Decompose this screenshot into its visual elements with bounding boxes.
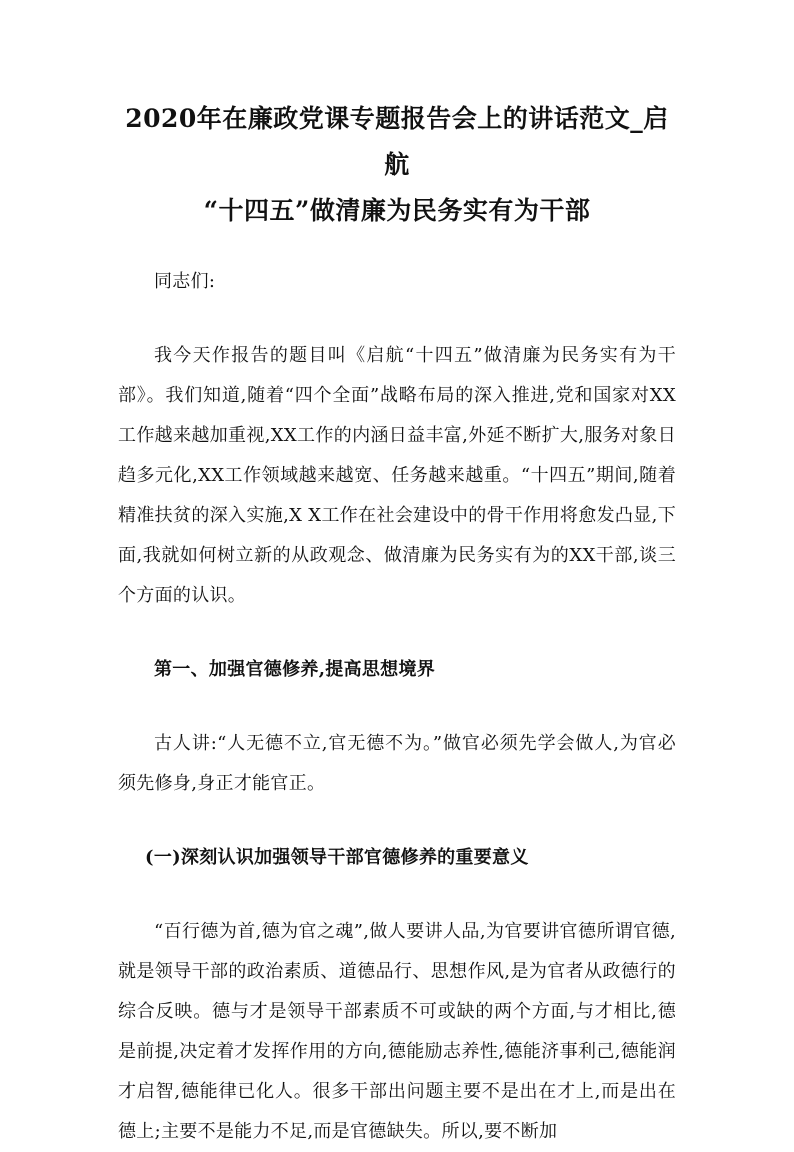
title-line-1: 2020年在廉政党课专题报告会上的讲话范文_启航: [125, 104, 669, 179]
section-heading-1: 第一、加强官德修养,提高思想境界: [154, 659, 436, 680]
paragraph-subsection-1: “百行德为首,德为官之魂”,做人要讲人品,为官要讲官德所谓官德,就是领导干部的政治素质、道德品行、思想作风,是为官者从政德行的综合反映。德与才是领导干部素质不可或缺的两个方面,与才相比,德是前提,决定着才发挥作用的方向,德能励志养性,德能济事利己,德能润才启智,德能律已化人。很多干部出问题主要不是出在才上,而是出在德上;主要不是能力不足,而是官德缺失。所以,要不断加: [118, 921, 676, 1142]
title-line-2: “十四五”做清廉为民务实有为干部: [203, 196, 591, 225]
paragraph-intro: 我今天作报告的题目叫《启航“十四五”做清廉为民务实有为干部》。我们知道,随着“四个全面”战略布局的深入推进,党和国家对XX工作越来越加重视,XX工作的内涵日益丰富,外延不断扩大,服务对象日趋多元化,XX工作领域越来越宽、任务越来越重。“十四五”期间,随着精准扶贫的深入实施,X X工作在社会建设中的骨干作用将愈发凸显,下面,我就如何树立新的从政观念、做清廉为民务实有为的XX干部,谈三个方面的认识。: [118, 345, 676, 606]
document-title: [118, 96, 676, 234]
paragraph-section-1: 古人讲:“人无德不立,官无德不为。”做官必须先学会做人,为官必须先修身,身正才能官正。: [118, 733, 676, 794]
subsection-heading-1: (一)深刻认识加强领导干部官德修养的重要意义: [145, 847, 529, 868]
salutation: 同志们:: [154, 271, 216, 292]
